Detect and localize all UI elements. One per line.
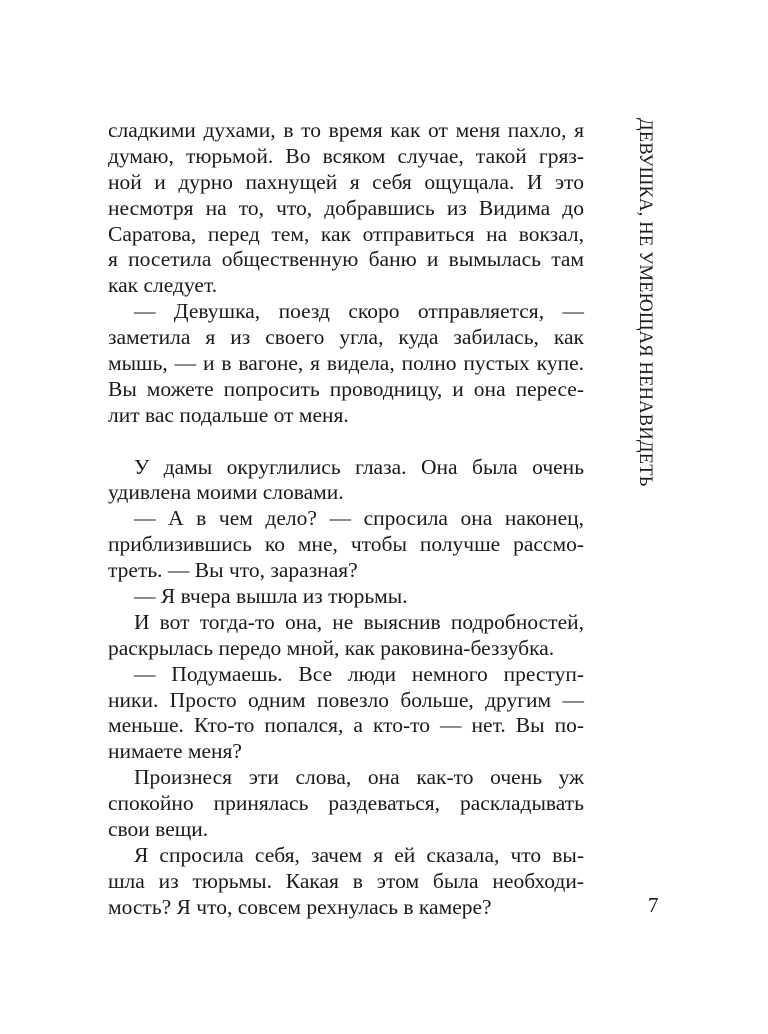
text-line: ной и дурно пахнущей я себя ощущала. И это — [108, 169, 584, 194]
text-line: раскрылась передо мной, как раковина-беззубка. — [108, 635, 555, 660]
paragraph — [108, 118, 584, 299]
running-head: ДЕВУШКА, НЕ УМЕЮЩАЯ НЕНАВИДЕТЬ — [635, 118, 655, 487]
text-line: — А в чем дело? — спросила она наконец, — [134, 506, 584, 531]
paragraph — [108, 765, 584, 843]
text-line: мость? Я что, совсем рехнулась в камере? — [108, 894, 492, 919]
text-line: — Я вчера вышла из тюрьмы. — [134, 584, 408, 609]
text-line: треть. — Вы что, заразная? — [108, 558, 358, 583]
text-line: заметила я из своего угла, куда забилась, как — [108, 325, 584, 350]
text-line: Саратова, перед тем, как отправиться на вокзал, — [108, 221, 584, 246]
text-line: удивлена моими словами. — [108, 480, 344, 505]
text-line: Вы можете попросить проводницу, и она пересе- — [108, 376, 584, 401]
text-line: И вот тогда-то она, не выяснив подробностей, — [134, 609, 584, 634]
text-line: Произнеся эти слова, она как-то очень уж — [134, 765, 584, 790]
text-line: мышь, — и в вагоне, я видела, полно пустых купе. — [108, 351, 584, 376]
text-line: меньше. Кто-то попался, а кто-то — нет. Вы по- — [108, 713, 584, 738]
text-line: — Подумаешь. Все люди немного преступ- — [134, 661, 584, 686]
text-line: я посетила общественную баню и вымылась там — [108, 247, 584, 272]
text-line: Я спросила себя, зачем я ей сказала, что вы- — [134, 842, 584, 867]
text-line: свои вещи. — [108, 817, 209, 842]
text-line: несмотря на то, что, добравшись из Видима до — [108, 195, 584, 220]
text-line: спокойно принялась раздеваться, раскладывать — [108, 791, 584, 816]
text-line: У дамы округлились глаза. Она была очень — [134, 454, 584, 479]
text-line: думаю, тюрьмой. Во всяком случае, такой гряз- — [108, 143, 584, 168]
paragraph — [108, 662, 584, 766]
text-line: сладкими духами, в то время как от меня пахло, я — [108, 118, 584, 142]
paragraph — [108, 455, 584, 507]
section-break — [108, 429, 584, 455]
text-line: шла из тюрьмы. Какая в этом была необходи- — [108, 868, 584, 893]
text-line: нимаете меня? — [108, 739, 242, 764]
text-line: — Девушка, поезд скоро отправляется, — — [134, 299, 584, 324]
page-number: 7 — [648, 893, 659, 917]
paragraph — [108, 584, 584, 610]
text-line: как следует. — [108, 273, 218, 298]
text-line: ники. Просто одним повезло больше, другим — — [108, 687, 584, 712]
paragraph — [108, 610, 584, 662]
paragraph — [108, 506, 584, 584]
paragraph — [108, 843, 584, 921]
body-text — [108, 118, 584, 921]
text-line: приблизившись ко мне, чтобы получше рассмо- — [108, 532, 584, 557]
text-line: лит вас подальше от меня. — [108, 402, 349, 427]
paragraph — [108, 299, 584, 428]
